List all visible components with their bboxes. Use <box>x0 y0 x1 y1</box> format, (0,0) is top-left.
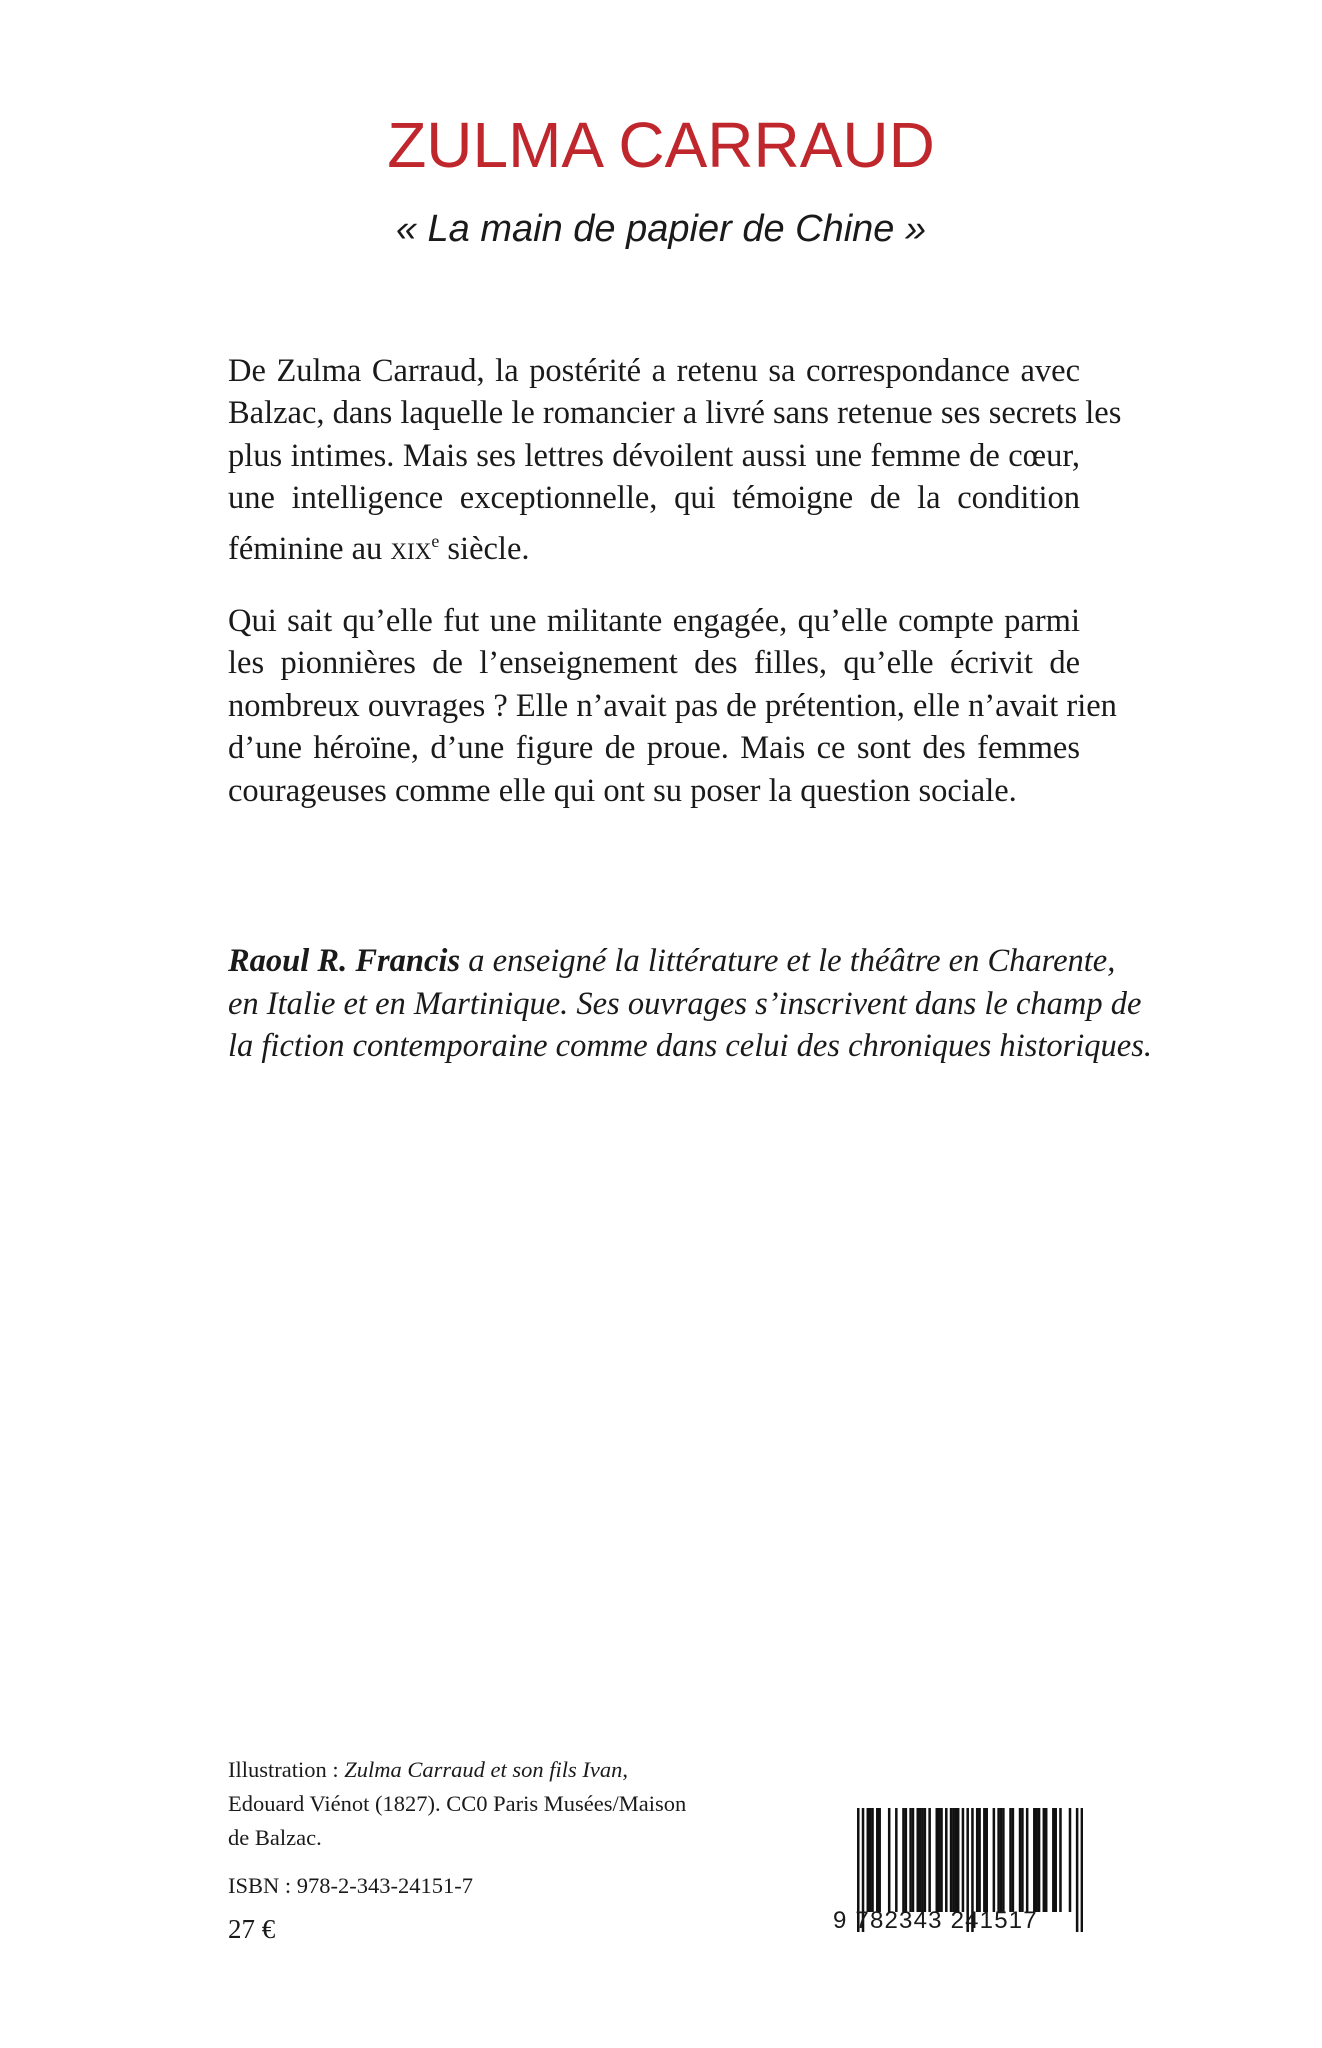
barcode-bar <box>936 1808 939 1912</box>
text-line: en Italie et en Martinique. Ses ouvrages s’inscrivent dans le champ de <box>228 985 1142 1022</box>
barcode-bar <box>952 1808 955 1912</box>
text-line <box>228 1753 768 1787</box>
barcode-bar <box>924 1808 927 1912</box>
credit-label: Illustration : <box>228 1757 345 1782</box>
author-name: Raoul R. Francis <box>228 943 461 979</box>
barcode-bar <box>921 1808 924 1912</box>
text-fragment: féminine au <box>228 530 391 567</box>
barcode-bar <box>909 1808 912 1912</box>
text-line: plus intimes. Mais ses lettres dévoilent aussi une femme de cœur, <box>228 437 1080 474</box>
barcode-bar <box>912 1808 915 1912</box>
barcode-bar <box>993 1808 996 1912</box>
barcode-bar <box>1052 1808 1055 1912</box>
barcode-bar <box>1033 1808 1036 1912</box>
author-bio <box>228 940 1152 1068</box>
barcode-bar <box>1038 1808 1041 1912</box>
barcode-bar <box>888 1808 891 1912</box>
text-line <box>228 520 1080 570</box>
barcode-bar <box>983 1808 986 1912</box>
text-fragment: siècle. <box>439 530 530 567</box>
barcode-bar <box>945 1808 948 1912</box>
barcode-bar <box>916 1808 919 1912</box>
text-line: d’une héroïne, d’une figure de proue. Mais ce sont des femmes <box>228 730 1080 767</box>
illustration-credit <box>228 1753 768 1855</box>
barcode-bar <box>878 1808 881 1912</box>
barcode-bar <box>902 1808 905 1912</box>
barcode-bar <box>1035 1808 1038 1912</box>
text-line: nombreux ouvrages ? Elle n’avait pas de prétention, elle n’avait rien <box>228 687 1117 724</box>
barcode-bar <box>940 1808 943 1912</box>
century-superscript: e <box>431 530 440 551</box>
text-line: De Zulma Carraud, la postérité a retenu sa correspondance avec <box>228 353 1080 389</box>
barcode-bar <box>962 1808 965 1912</box>
barcode-bar <box>928 1808 931 1912</box>
barcode-bar <box>867 1808 870 1912</box>
barcode-bar <box>1000 1808 1003 1912</box>
description-paragraph-2 <box>228 600 1117 812</box>
barcode-bar <box>1009 1808 1012 1912</box>
barcode-bar <box>1045 1808 1048 1912</box>
credit-work-title: Zulma Carraud et son fils Ivan <box>344 1757 623 1782</box>
barcode-bar <box>985 1808 988 1912</box>
barcode-bar <box>1069 1808 1072 1912</box>
text-line: courageuses comme elle qui ont su poser la question sociale. <box>228 772 1017 809</box>
barcode-bar <box>1054 1808 1057 1912</box>
barcode-bar <box>1026 1808 1029 1912</box>
barcode-bar <box>919 1808 922 1912</box>
text-line: une intelligence exceptionnelle, qui témoigne de la condition <box>228 480 1080 517</box>
barcode-bar <box>1059 1808 1062 1912</box>
text-line: Balzac, dans laquelle le romancier a livré sans retenue ses secrets les <box>228 395 1122 432</box>
text-fragment: , <box>622 1757 629 1782</box>
barcode-bar <box>871 1808 874 1912</box>
barcode-bar <box>950 1808 953 1912</box>
barcode-bar <box>1002 1808 1005 1912</box>
text-line: de Balzac. <box>228 1825 322 1850</box>
barcode-bar <box>869 1808 872 1912</box>
barcode-bar <box>895 1808 898 1912</box>
text-line: les pionnières de l’enseignement des filles, qu’elle écrivit de <box>228 645 1080 682</box>
barcode-bar <box>976 1808 979 1912</box>
book-subtitle: « La main de papier de Chine » <box>395 208 927 250</box>
isbn: ISBN : 978-2-343-24151-7 <box>228 1873 473 1898</box>
barcode-bar <box>1019 1808 1022 1912</box>
barcode-bar <box>1012 1808 1015 1912</box>
barcode-bar <box>1043 1808 1046 1912</box>
century-numeral: xix <box>390 530 432 567</box>
barcode-bar <box>957 1808 960 1912</box>
barcode-bar <box>938 1808 941 1912</box>
barcode-digits: 9 782343 241517 <box>833 1907 1038 1934</box>
text-fragment: a enseigné la littérature et le théâtre en Charente, <box>460 943 1116 979</box>
barcode-bar <box>978 1808 981 1912</box>
price: 27 € <box>228 1914 276 1944</box>
barcode-bar <box>997 1808 1000 1912</box>
barcode-bar <box>955 1808 958 1912</box>
barcode-bar <box>905 1808 908 1912</box>
text-line: Edouard Viénot (1827). CC0 Paris Musées/Maison <box>228 1791 687 1816</box>
description-paragraph-1 <box>228 350 1122 570</box>
text-line <box>228 940 1116 983</box>
barcode-bar <box>1021 1808 1024 1912</box>
text-line: Qui sait qu’elle fut une militante engagée, qu’elle compte parmi <box>228 603 1080 639</box>
barcode-bar <box>876 1808 879 1912</box>
book-title: ZULMA CARRAUD <box>387 109 935 181</box>
text-line: la fiction contemporaine comme dans celui des chroniques historiques. <box>228 1028 1152 1064</box>
